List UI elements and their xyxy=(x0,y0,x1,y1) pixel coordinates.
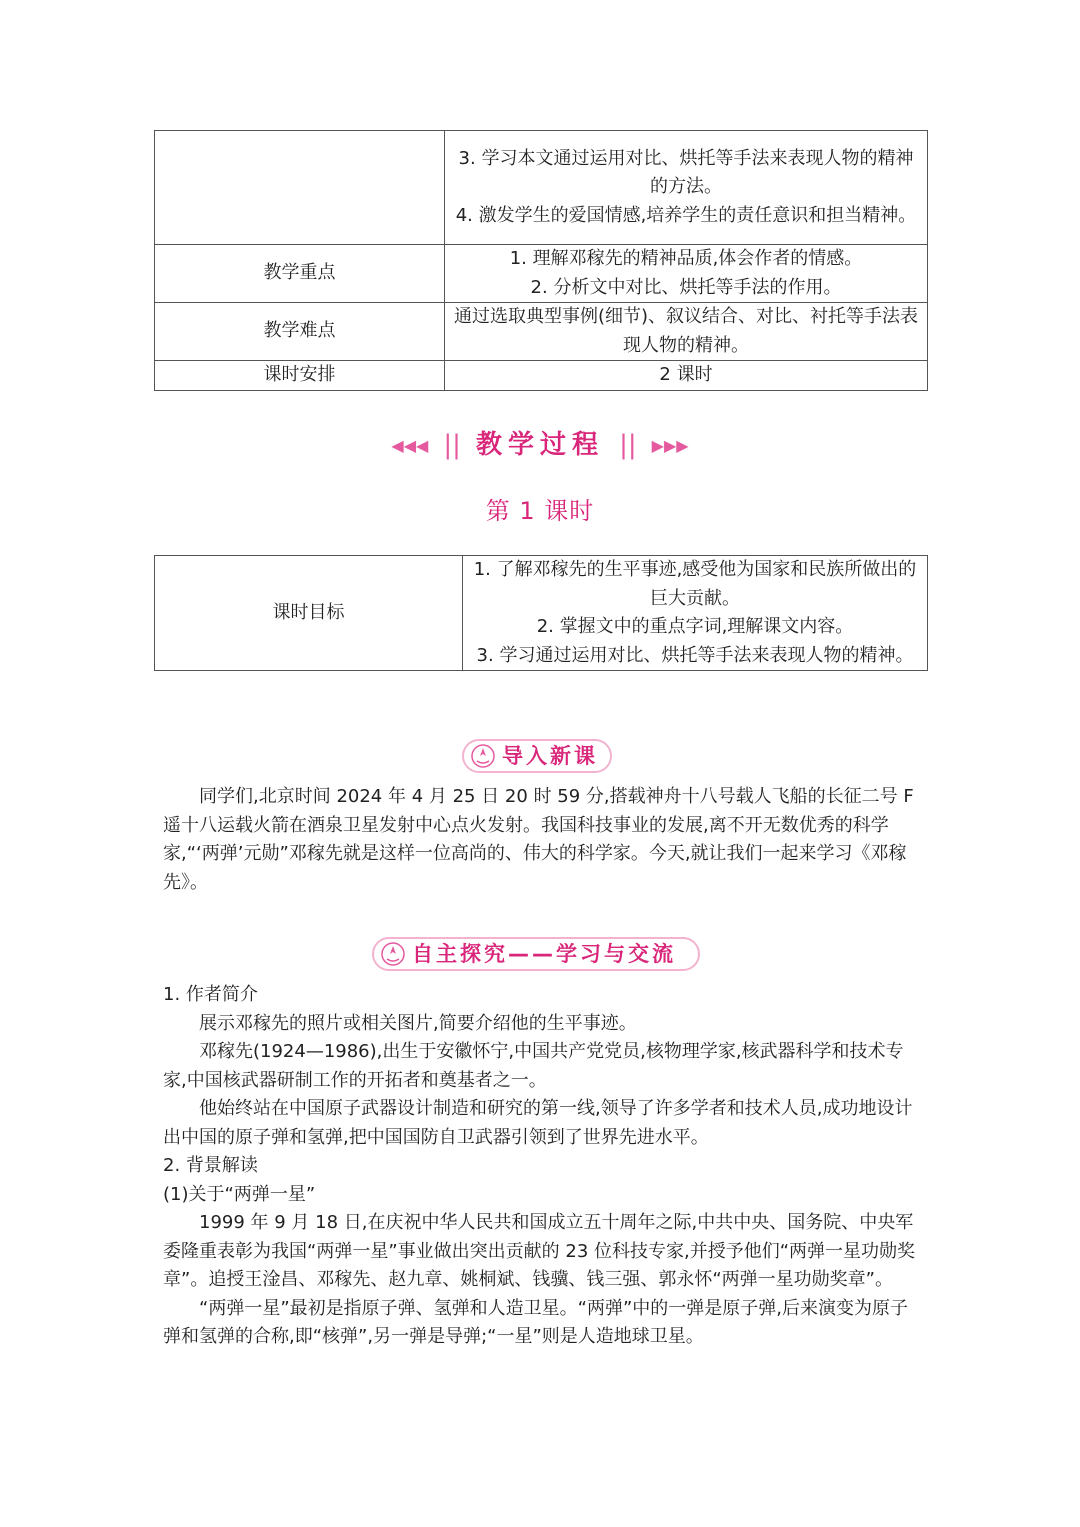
teaching-process-title: 教学过程 xyxy=(475,430,604,460)
intro-heading-text: 导入新课 xyxy=(502,744,598,768)
table-row xyxy=(155,361,928,391)
objective-item: 4. 激发学生的爱国情感,培养学生的责任意识和担当精神。 xyxy=(455,204,917,226)
teaching-process-banner xyxy=(0,424,1080,461)
table-row xyxy=(155,556,928,671)
objectives-cell xyxy=(445,131,928,245)
explore-text xyxy=(163,981,919,1352)
lesson-objective-item: 3. 学习通过运用对比、烘托等手法来表现人物的精神。 xyxy=(476,644,914,666)
table-row xyxy=(155,245,928,303)
divider: || xyxy=(443,430,461,460)
background-subheading: (1)关于“两弹一星” xyxy=(163,1183,316,1205)
key-points-cell xyxy=(445,245,928,303)
background-paragraph: “两弹一星”最初是指原子弹、氢弹和人造卫星。“两弹”中的一弹是原子弹,后来演变为原子弹和氢弹的合称,即“核弹”,另一弹是导弹;“一星”则是人造地球卫星。 xyxy=(163,1297,909,1347)
schedule-cell: 2 课时 xyxy=(445,361,928,391)
lesson-objective-item: 2. 掌握文中的重点字词,理解课文内容。 xyxy=(536,616,854,637)
lesson-objectives-label: 课时目标 xyxy=(155,556,463,671)
rocket-icon xyxy=(470,743,496,769)
schedule-label: 课时安排 xyxy=(155,361,445,391)
right-arrows-icon: ▶▶▶ xyxy=(651,436,689,455)
author-paragraph: 他始终站在中国原子武器设计制造和研究的第一线,领导了许多学者和技术人员,成功地设计出中国的原子弹和氢弹,把中国国防自卫武器引领到了世界先进水平。 xyxy=(163,1098,913,1148)
difficulties-cell: 通过选取典型事例(细节)、叙议结合、对比、衬托等手法表现人物的精神。 xyxy=(445,303,928,361)
background-heading: 2. 背景解读 xyxy=(163,1155,258,1176)
divider: || xyxy=(619,430,637,460)
key-point-item: 1. 理解邓稼先的精神品质,体会作者的情感。 xyxy=(509,248,863,269)
rocket-icon xyxy=(380,941,406,967)
left-arrows-icon: ◀◀◀ xyxy=(391,436,429,455)
explore-section-heading xyxy=(372,937,700,971)
background-paragraph: 1999 年 9 月 18 日,在庆祝中华人民共和国成立五十周年之际,中共中央、国务院、中央军委隆重表彰为我国“两弹一星”事业做出突出贡献的 23 位科技专家,并授予他们“两弹一星功勋奖章”。追授王淦昌、邓稼先、赵九章、姚桐斌、钱骥、钱三强、郭永怀“两弹一星功勋奖章”。 xyxy=(163,1212,916,1290)
intro-section-heading xyxy=(462,739,612,773)
table-row xyxy=(155,303,928,361)
lesson-title: 第 1 课时 xyxy=(485,497,595,525)
difficulties-label: 教学难点 xyxy=(155,303,445,361)
objectives-label-cell xyxy=(155,131,445,245)
explore-heading-text: 自主探究——学习与交流 xyxy=(412,942,676,966)
author-paragraph: 展示邓稼先的照片或相关图片,简要介绍他的生平事迹。 xyxy=(199,1012,637,1034)
objective-item: 3. 学习本文通过运用对比、烘托等手法来表现人物的精神的方法。 xyxy=(458,147,914,198)
lesson-objective-item: 1. 了解邓稼先的生平事迹,感受他为国家和民族所做出的巨大贡献。 xyxy=(473,559,917,609)
author-heading: 1. 作者简介 xyxy=(163,984,258,1005)
teaching-plan-table xyxy=(154,130,928,391)
author-paragraph: 邓稼先(1924—1986),出生于安徽怀宁,中国共产党党员,核物理学家,核武器科学和技术专家,中国核武器研制工作的开拓者和奠基者之一。 xyxy=(163,1041,904,1091)
lesson-objectives-table xyxy=(154,555,928,671)
key-point-item: 2. 分析文中对比、烘托等手法的作用。 xyxy=(530,276,842,298)
table-row xyxy=(155,131,928,245)
lesson-objectives-cell xyxy=(463,556,928,671)
key-points-label: 教学重点 xyxy=(155,245,445,303)
intro-text xyxy=(163,783,919,897)
intro-paragraph: 同学们,北京时间 2024 年 4 月 25 日 20 时 59 分,搭载神舟十八号载人飞船的长征二号 F 遥十八运载火箭在酒泉卫星发射中心点火发射。我国科技事业的发展,离不开无数优秀的科学家,“‘两弹’元勋”邓稼先就是这样一位高尚的、伟大的科学家。今天,就让我们一起来学习《邓稼先》。 xyxy=(163,786,914,893)
